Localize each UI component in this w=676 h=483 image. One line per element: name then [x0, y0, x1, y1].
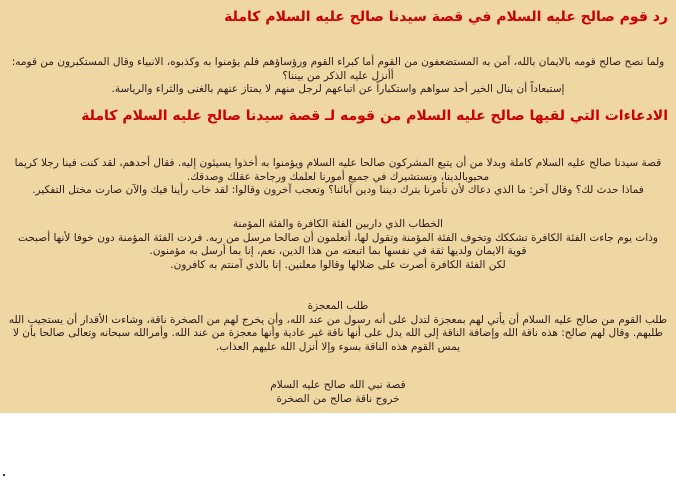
related-link-camel[interactable]: خروج ناقة صالح من الصخرة: [276, 392, 400, 405]
paragraph-line: قصة سيدنا صالح عليه السلام كاملة وبدلا من أن يتبع المشركون صالحا عليه السلام ويؤمنوا به أخذوا يسيئون إليه. فقال أحدهم، لقد كنت فينا رجلا كريما محبوبالدينا، ونستشيرك في جميع أمورنا لعلمك ورجاحة عقلك وصدقك.: [14, 157, 662, 183]
paragraph-line: إستبعاداً أن ينال الخير أحد سواهم واستكباراً عن اتباعهم لرجل منهم لا يمتاز عنهم بالغنى والثراء والرياسة.: [111, 83, 565, 95]
paragraph-line: فماذا حدث لك؟ وقال آخر: ما الذي دعاك لأن تأمرنا بترك ديننا ودين آبائنا؟ وتعجب آخرون وقالوا: لقد خاب رأينا فيك والآن صارت مختل التفكير.: [32, 184, 644, 196]
paragraph-dialogue: [8, 218, 668, 272]
paragraph-line: طلب القوم من صالح عليه السلام أن يأتي لهم بمعجزة لتدل على أنه رسول من عند الله، وأن يخرج لهم من الصخرة ناقة، وشاءت الأقدار أن يستجيب الله طلبهم. وقال لهم صالح: هذه ناقة الله وإضافة الناقة إلى الله يدل على أنها ناقة غير عادية وأنها معجزة من عند الله. وأمرالله سبحانه وتعالى صالحا بأن لا يمس القوم هذه الناقة بسوء وإلا أنزل الله عليهم العذاب.: [8, 313, 668, 353]
subheading-miracle: طلب المعجزة: [307, 300, 369, 312]
paragraph-line: ولما نصح صالح قومه بالايمان بالله، آمن به المستضعفون من القوم أما كبراء القوم ورؤساؤهم فلم يؤمنوا به وكذبوه، الانبياء وقال المستكبرون من قومه: أأنزل عليه الذكر من بيننا؟: [11, 56, 665, 82]
related-link-story[interactable]: قصة نبي الله صالح عليه السلام: [270, 379, 406, 391]
paragraph-line: لكن الفئة الكافرة أصرت على ضلالها وقالوا معلنين. إنا بالذي آمنتم به كافرون.: [170, 258, 506, 271]
paragraph-miracle: [8, 300, 668, 354]
stray-dot: [3, 474, 5, 476]
section-heading-claims: الادعاءات التي لقيها صالح عليه السلام من قومه لـ قصة سيدنا صالح عليه السلام كاملة: [81, 108, 668, 124]
section-heading-response: رد قوم صالح عليه السلام في قصة سيدنا صالح عليه السلام كاملة: [224, 9, 668, 25]
paragraph-response: [8, 56, 668, 97]
subheading-dialogue: الخطاب الذي داربين الفئة الكافرة والفئة المؤمنة: [232, 218, 444, 230]
related-links: [8, 379, 668, 406]
paragraph-claims: [8, 157, 668, 198]
paragraph-line: وذات يوم جاءت الفئة الكافرة تشككك وتخوف الفئة المؤمنة وتقول لها، أتعلمون أن صالحا مرسل من ربه. فردت الفئة المؤمنة دون خوفا لأنها أصبحت قوية الايمان ولديها ثقة في نفسها بما اتبعته من هذا الدين، نعم، إنا بما أرسل به مؤمنون.: [18, 231, 658, 257]
